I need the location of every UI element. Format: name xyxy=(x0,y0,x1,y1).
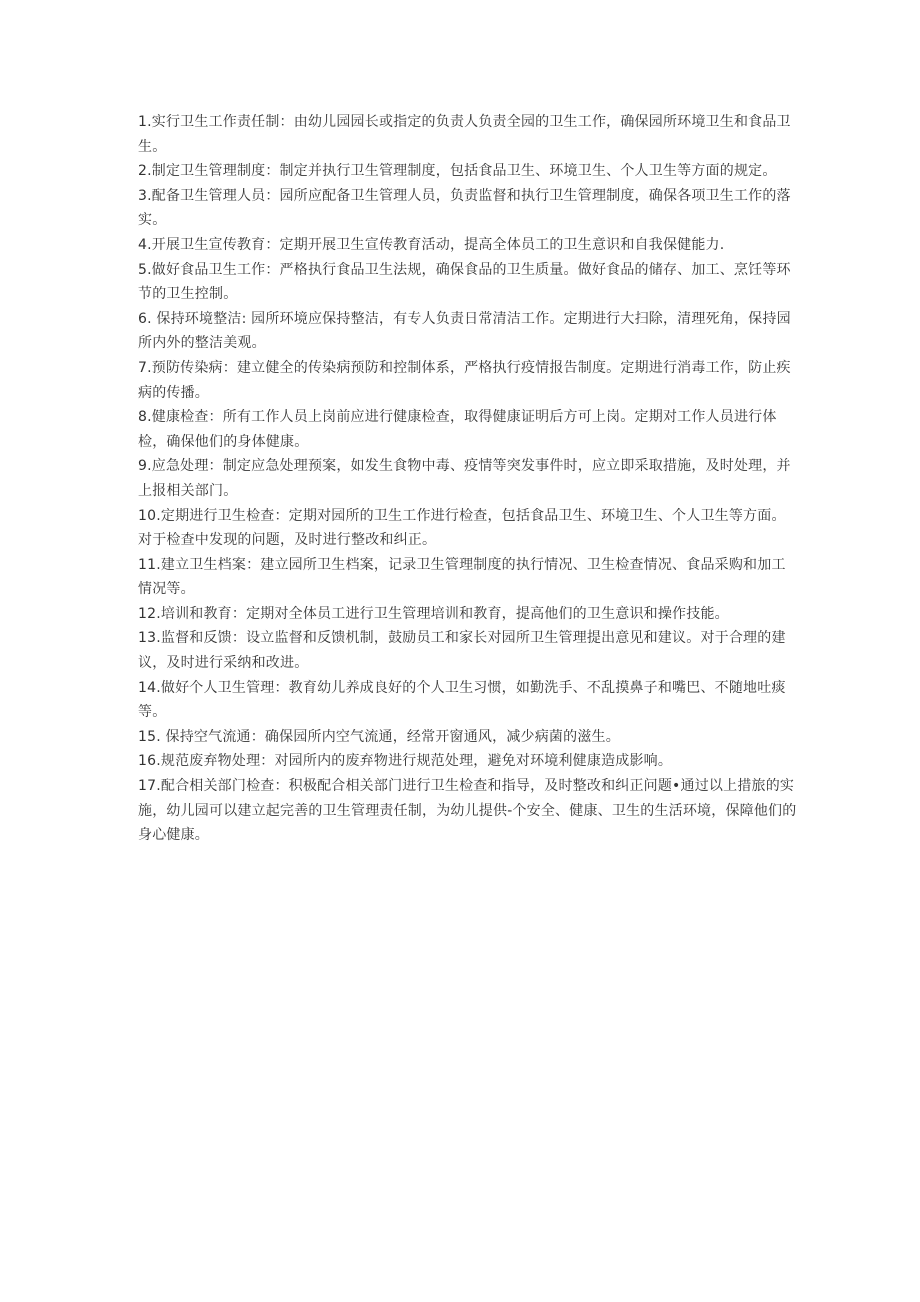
paragraph-3: 3.配备卫生管理人员：园所应配备卫生管理人员，负责监督和执行卫生管理制度，确保各项卫生工作的落实。 xyxy=(138,187,791,229)
paragraph-5: 5.做好食品卫生工作：严格执行食品卫生法规，确保食品的卫生质量。做好食品的储存、加工、烹饪等环节的卫生控制。 xyxy=(138,261,791,303)
paragraph-4: 4.开展卫生宣传教育：定期开展卫生宣传教育活动，提高全体员工的卫生意识和自我保健能力. xyxy=(138,236,725,253)
paragraph-1: 1.实行卫生工作责任制：由幼儿园园长或指定的负责人负责全园的卫生工作，确保园所环境卫生和食品卫生。 xyxy=(138,114,791,155)
paragraph-2: 2.制定卫生管理制度：制定并执行卫生管理制度，包括食品卫生、环境卫生、个人卫生等方面的规定。 xyxy=(138,163,777,180)
paragraph-12: 12.培训和教育：定期对全体员工进行卫生管理培训和教育，提高他们的卫生意识和操作技能。 xyxy=(138,605,729,622)
paragraph-11: 11.建立卫生档案：建立园所卫生档案，记录卫生管理制度的执行情况、卫生检查情况、食品采购和加工情况等。 xyxy=(138,556,786,598)
paragraph-15: 15. 保持空气流通：确保园所内空气流通，经常开窗通风，减少病菌的滋生。 xyxy=(138,728,620,745)
paragraph-16: 16.规范废弃物处理：对园所内的废弃物进行规范处理，避免对环境利健康造成影响。 xyxy=(138,753,673,770)
paragraph-7: 7.预防传染病：建立健全的传染病预防和控制体系，严格执行疫情报告制度。定期进行消毒工作，防止疾病的传播。 xyxy=(138,359,791,401)
paragraph-13: 13.监督和反馈：设立监督和反馈机制，鼓励员工和家长对园所卫生管理提出意见和建议。对于合理的建议，及时进行采纳和改进。 xyxy=(138,630,786,672)
paragraph-14: 14.做好个人卫生管理：教育幼儿养成良好的个人卫生习惯，如勤洗手、不乱摸鼻子和嘴巴、不随地吐痰等。 xyxy=(138,679,786,721)
paragraph-17: 17.配合相关部门检查：积极配合相关部门进行卫生检查和指导，及时整改和纠正问题•通过以上措旅的实施，幼儿园可以建立起完善的卫生管理责任制，为幼儿提供-个安全、健康、卫生的生活环境，保障他们的身心健康。 xyxy=(138,778,797,844)
paragraph-9: 9.应急处理：制定应急处理预案，如发生食物中毒、疫情等突发事件时，应立即采取措施，及时处理，并上报相关部门。 xyxy=(138,458,791,499)
paragraph-8: 8.健康检查：所有工作人员上岗前应进行健康检查，取得健康证明后方可上岗。定期对工作人员进行体检，确保他们的身体健康。 xyxy=(138,409,777,450)
paragraph-6: 6. 保持环境整洁: 园所环境应保持整洁，有专人负责日常清洁工作。定期进行大扫除，清理死角，保持园所内外的整洁美观。 xyxy=(138,310,791,352)
document-body xyxy=(138,110,798,848)
paragraph-10: 10.定期进行卫生检查：定期对园所的卫生工作进行检查，包括食品卫生、环境卫生、个人卫生等方面。对于检查中发现的问题，及时进行整改和纠正。 xyxy=(138,507,786,549)
